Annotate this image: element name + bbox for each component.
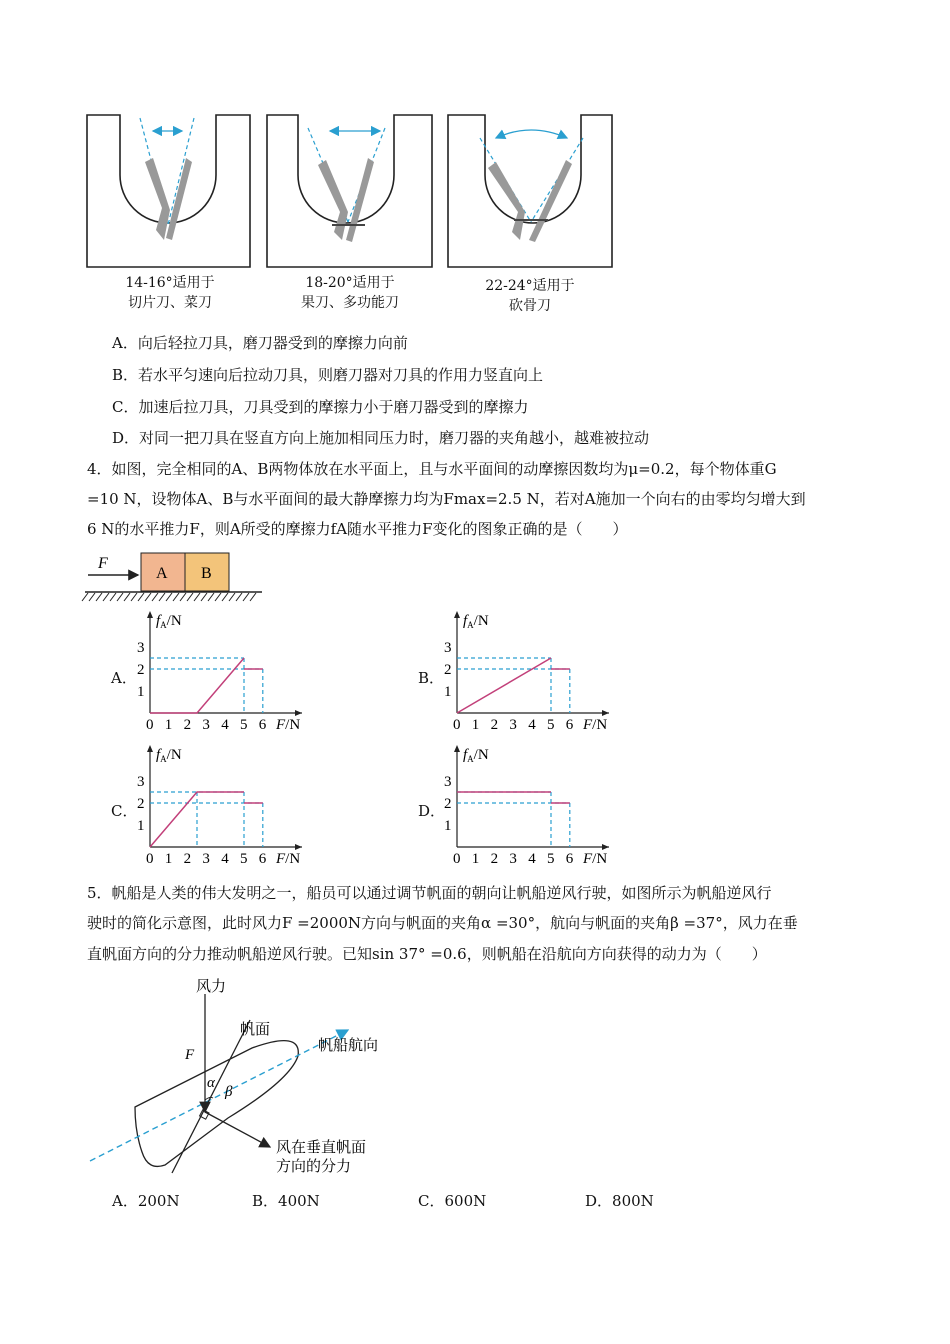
sailboat-figure xyxy=(80,972,410,1182)
graph-b xyxy=(437,605,627,735)
force-f-label: F xyxy=(98,555,108,572)
sharpener-panel-1 xyxy=(87,115,250,267)
q4-line-3: 6 N的水平推力F，则A所受的摩擦力fA随水平推力F变化的图象正确的是（ ） xyxy=(87,520,628,538)
x-tick-label: 5 xyxy=(547,717,555,733)
y-axis-arrow xyxy=(147,611,153,618)
x-tick-label: 3 xyxy=(509,717,517,733)
y-tick-label: 3 xyxy=(137,774,145,790)
sharpener-panel-2 xyxy=(267,115,432,267)
x-tick-label: 1 xyxy=(471,851,480,867)
beta-label: β xyxy=(225,1084,233,1100)
q5-line-2: 驶时的简化示意图，此时风力F =2000N方向与帆面的夹角α =30°，航向与帆面的夹角β =37°，风力在垂 xyxy=(87,914,798,932)
q4-option-a-letter: A． xyxy=(111,669,137,687)
block-a-label: A xyxy=(156,565,168,582)
q4-option-d-letter: D． xyxy=(418,802,446,820)
x-tick-label: 2 xyxy=(490,717,499,733)
x-tick-label: 5 xyxy=(240,851,248,867)
q5-option-a: A．200N xyxy=(112,1192,180,1210)
y-axis-arrow xyxy=(454,611,460,618)
x-tick-label: 2 xyxy=(183,717,192,733)
x-axis-label: F/N xyxy=(583,851,608,867)
y-axis-arrow xyxy=(147,745,153,752)
y-tick-label: 2 xyxy=(137,796,145,812)
x-tick-label: 6 xyxy=(565,851,574,867)
x-tick-label: 3 xyxy=(202,851,210,867)
alpha-label: α xyxy=(207,1075,215,1091)
q4-line-2: =10 N，设物体A、B与水平面间的最大静摩擦力均为Fmax=2.5 N，若对A施加一个向右的由零均匀增大到 xyxy=(87,490,806,508)
y-tick-label: 3 xyxy=(137,640,145,656)
x-tick-label: 6 xyxy=(258,851,267,867)
q5-line-1: 5．帆船是人类的伟大发明之一，船员可以通过调节帆面的朝向让帆船逆风行驶，如图所示为帆船逆风行 xyxy=(87,884,772,902)
x-axis-arrow xyxy=(602,710,609,716)
y-axis-label: $f_A/N$ xyxy=(156,613,182,630)
x-tick-label: 3 xyxy=(509,851,517,867)
q4-option-c-letter: C． xyxy=(111,802,138,820)
x-tick-label: 4 xyxy=(528,717,536,733)
x-tick-label: 0 xyxy=(146,851,154,867)
caption-2: 18-20°适用于 果刀、多功能刀 xyxy=(301,275,399,311)
boat-hull xyxy=(135,1041,298,1167)
perp-label-2: 方向的分力 xyxy=(276,1159,352,1175)
q4-option-b-letter: B． xyxy=(418,669,445,687)
blocks-figure xyxy=(80,545,280,607)
x-tick-label: 4 xyxy=(528,851,536,867)
x-tick-label: 1 xyxy=(164,717,173,733)
x-tick-label: 1 xyxy=(471,717,480,733)
q5-option-d: D．800N xyxy=(585,1192,654,1210)
q5-option-c: C．600N xyxy=(418,1192,487,1210)
y-tick-label: 3 xyxy=(444,774,452,790)
x-tick-label: 0 xyxy=(146,717,154,733)
x-tick-label: 5 xyxy=(240,717,248,733)
series-line-1 xyxy=(150,658,244,713)
wind-label: 风力 xyxy=(196,979,227,995)
sharpener-panel-3 xyxy=(448,115,612,267)
y-tick-label: 3 xyxy=(444,640,452,656)
graph-c xyxy=(130,739,320,869)
q4-line-1: 4．如图，完全相同的A、B两物体放在水平面上，且与水平面间的动摩擦因数均为μ=0.2，每个物体重G xyxy=(87,460,777,478)
x-tick-label: 2 xyxy=(183,851,192,867)
x-tick-label: 0 xyxy=(453,717,461,733)
x-tick-label: 4 xyxy=(221,851,229,867)
y-tick-label: 1 xyxy=(444,818,452,834)
x-tick-label: 2 xyxy=(490,851,499,867)
y-axis-label: $f_A/N$ xyxy=(463,747,489,764)
q3-option-a: A．向后轻拉刀具，磨刀器受到的摩擦力向前 xyxy=(112,334,408,352)
block-b-label: B xyxy=(201,565,212,582)
perp-force-line xyxy=(205,1112,270,1147)
y-axis-label: $f_A/N$ xyxy=(463,613,489,630)
y-tick-label: 2 xyxy=(137,662,145,678)
q5-line-3: 直帆面方向的分力推动帆船逆风行驶。已知sin 37° =0.6，则帆船在沿航向方向获得的动力为（ ） xyxy=(87,945,767,963)
x-axis-arrow xyxy=(295,844,302,850)
y-tick-label: 1 xyxy=(444,684,452,700)
caption-1: 14-16°适用于 切片刀、菜刀 xyxy=(125,275,215,311)
q3-option-d: D．对同一把刀具在竖直方向上施加相同压力时，磨刀器的夹角越小，越难被拉动 xyxy=(112,429,650,447)
y-axis-label: $f_A/N$ xyxy=(156,747,182,764)
x-tick-label: 0 xyxy=(453,851,461,867)
sail-label: 帆面 xyxy=(240,1022,271,1038)
y-axis-arrow xyxy=(454,745,460,752)
y-tick-label: 1 xyxy=(137,684,145,700)
q5-option-b: B．400N xyxy=(252,1192,320,1210)
y-tick-label: 1 xyxy=(137,818,145,834)
course-label: 帆船航向 xyxy=(318,1038,379,1054)
graph-a xyxy=(130,605,320,735)
y-tick-label: 2 xyxy=(444,796,452,812)
x-tick-label: 1 xyxy=(164,851,173,867)
graph-d xyxy=(437,739,627,869)
x-axis-label: F/N xyxy=(276,851,301,867)
knife-sharpener-figure xyxy=(0,0,950,320)
q3-option-c: C．加速后拉刀具，刀具受到的摩擦力小于磨刀器受到的摩擦力 xyxy=(112,398,529,416)
x-tick-label: 6 xyxy=(565,717,574,733)
x-axis-arrow xyxy=(295,710,302,716)
force-label: F xyxy=(185,1047,195,1063)
perp-label-1: 风在垂直帆面 xyxy=(276,1140,367,1156)
caption-3: 22-24°适用于 砍骨刀 xyxy=(485,278,575,314)
x-tick-label: 6 xyxy=(258,717,267,733)
x-tick-label: 3 xyxy=(202,717,210,733)
x-axis-arrow xyxy=(602,844,609,850)
x-tick-label: 4 xyxy=(221,717,229,733)
q3-option-b: B．若水平匀速向后拉动刀具，则磨刀器对刀具的作用力竖直向上 xyxy=(112,366,544,384)
y-tick-label: 2 xyxy=(444,662,452,678)
x-tick-label: 5 xyxy=(547,851,555,867)
x-axis-label: F/N xyxy=(583,717,608,733)
series-line-1 xyxy=(457,658,551,713)
x-axis-label: F/N xyxy=(276,717,301,733)
